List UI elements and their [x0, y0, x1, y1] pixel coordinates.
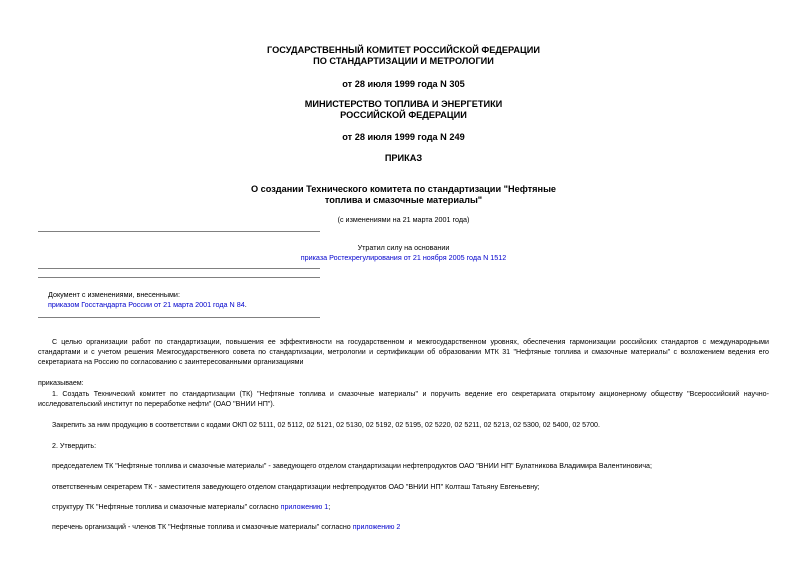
divider	[38, 317, 320, 318]
invalid-status-link[interactable]: приказа Ростехрегулирования от 21 ноября 2005 года N 1512	[300, 253, 507, 262]
committee-name-line2: ПО СТАНДАРТИЗАЦИИ И МЕТРОЛОГИИ	[313, 56, 494, 66]
appendix-1-link[interactable]: приложению 1	[280, 503, 329, 511]
document-title-line2: топлива и смазочные материалы"	[324, 195, 483, 205]
committee-order-date: от 28 июля 1999 года N 305	[342, 79, 465, 89]
divider	[38, 277, 320, 278]
changes-link[interactable]: приказом Госстандарта России от 21 марта 2001 года N 84	[48, 300, 245, 309]
ministry-name-line2: РОССИЙСКОЙ ФЕДЕРАЦИИ	[340, 110, 467, 120]
item-1-paragraph: 1. Создать Технический комитет по стандартизации (ТК) "Нефтяные топлива и смазочные материалы" и поручить ведение его секретариата открытому акционерному обществу "Всероссийский научно-исследовательский институт по переработке нефти" (ОАО "ВНИИ НП").	[38, 390, 769, 409]
products-paragraph: Закрепить за ним продукцию в соответствии с кодами ОКП 02 5111, 02 5112, 02 5121, 02 5130, 02 5192, 02 5195, 02 5220, 02 5211, 02 5213, 02 5300, 02 5400, 02 5700.	[52, 421, 600, 429]
ministry-order-date: от 28 июля 1999 года N 249	[342, 132, 465, 142]
secretary-paragraph: ответственным секретарем ТК - заместителя заведующего отделом стандартизации нефтепродуктов ОАО "ВНИИ НП" Колташ Татьяну Евгеньевну;	[52, 483, 540, 491]
document-type: ПРИКАЗ	[384, 153, 423, 163]
appendix-2-link[interactable]: приложению 2	[352, 523, 401, 531]
document-title-line1: О создании Технического комитета по стандартизации "Нефтяные	[250, 184, 557, 194]
changes-label: Документ с изменениями, внесенными:	[48, 290, 180, 299]
structure-paragraph	[52, 502, 330, 512]
ministry-name-line1: МИНИСТЕРСТВО ТОПЛИВА И ЭНЕРГЕТИКИ	[304, 99, 503, 109]
intro-paragraph: С целью организации работ по стандартизации, повышения ее эффективности на государственном и межгосударственном уровнях, обеспечения гармонизации российских стандартов с международными стандартами и с учетом решения Межгосударственного совета по стандартизации, метрологии и сертификации об образовании МТК 31 "Нефтяные топлива и смазочные материалы" с возложением ведения его секретариата на Россию по согласованию с заинтересованными организациями	[38, 338, 769, 367]
members-text: перечень организаций - членов ТК "Нефтяные топлива и смазочные материалы" согласно	[52, 523, 353, 531]
structure-text: структуру ТК "Нефтяные топлива и смазочные материалы" согласно	[52, 503, 281, 511]
committee-name-line1: ГОСУДАРСТВЕННЫЙ КОМИТЕТ РОССИЙСКОЙ ФЕДЕРАЦИИ	[267, 45, 540, 55]
order-word: приказываем:	[38, 379, 84, 387]
divider	[38, 231, 320, 232]
changes-dot: .	[244, 300, 247, 309]
divider	[38, 268, 320, 269]
chairman-paragraph: председателем ТК "Нефтяные топлива и смазочные материалы" - заведующего отделом стандартизации нефтепродуктов ОАО "ВНИИ НП" Булатникова Владимира Валентиновича;	[52, 462, 652, 470]
amendment-note: (с изменениями на 21 марта 2001 года)	[337, 215, 470, 224]
invalid-status-text: Утратил силу на основании	[357, 243, 450, 252]
invalid-status-line	[0, 253, 807, 262]
structure-end: ;	[328, 503, 331, 511]
item-2-heading: 2. Утвердить:	[52, 442, 97, 450]
members-paragraph	[52, 522, 400, 532]
changes-line	[48, 300, 247, 309]
